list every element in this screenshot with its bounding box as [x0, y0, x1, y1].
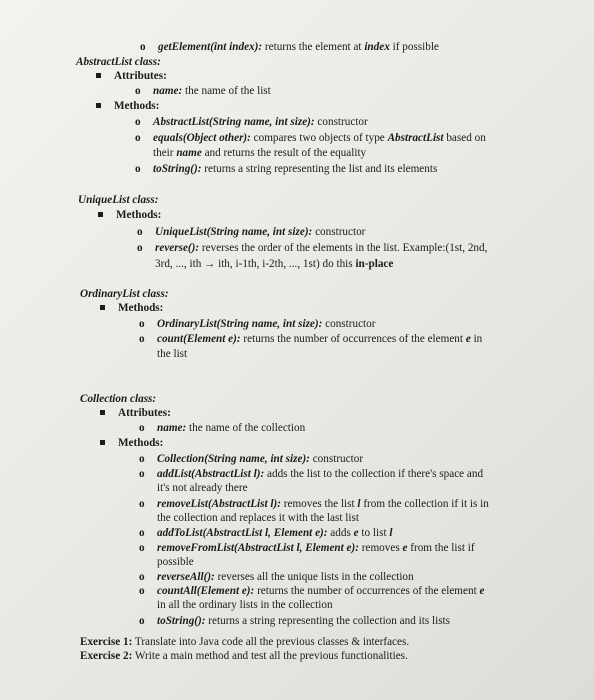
exercise-1: Exercise 1: Translate into Java code all the previous classes & interfaces. — [80, 636, 410, 648]
ordinarylist-method-count-cont: the list — [157, 348, 188, 360]
collection-attr-name: o name: the name of the collection — [139, 422, 306, 434]
collection-method-addlist: o addList(AbstractList l): adds the list to the collection if there's space and — [139, 468, 484, 480]
uniquelist-method-constructor: o UniqueList(String name, int size): constructor — [137, 226, 366, 238]
collection-method-countall-cont: in all the ordinary lists in the collection — [157, 599, 333, 611]
abstractlist-attributes: Attributes: — [96, 69, 167, 83]
uniquelist-title: UniqueList class: — [78, 194, 159, 206]
ordinarylist-method-constructor: o OrdinaryList(String name, int size): constructor — [139, 318, 376, 330]
intro-line: o getElement(int index): returns the element at index if possible — [140, 41, 439, 53]
collection-methods: Methods: — [100, 436, 163, 450]
collection-method-tostring: o toString(): returns a string representing the collection and its lists — [139, 615, 451, 627]
square-bullet-icon — [96, 103, 101, 108]
ordinarylist-title: OrdinaryList class: — [80, 288, 169, 300]
uniquelist-methods: Methods: — [98, 208, 161, 222]
collection-method-countall: o countAll(Element e): returns the number of occurrences of the element e — [139, 585, 485, 597]
abstractlist-method-tostring: o toString(): returns a string representing the list and its elements — [135, 163, 438, 175]
collection-title: Collection class: — [80, 393, 157, 405]
collection-method-constructor: o Collection(String name, int size): constructor — [139, 453, 364, 465]
bullet: o — [140, 41, 146, 53]
collection-method-addtolist: o addToList(AbstractList l, Element e): adds e to list l — [139, 527, 393, 539]
collection-method-addlist-cont: it's not already there — [157, 482, 248, 494]
uniquelist-method-reverse: o reverse(): reverses the order of the elements in the list. Example:(1st, 2nd, — [137, 242, 488, 254]
square-bullet-icon — [100, 440, 105, 445]
collection-method-removefromlist: o removeFromList(AbstractList l, Element e): removes e from the list if — [139, 542, 475, 554]
square-bullet-icon — [100, 410, 105, 415]
square-bullet-icon — [100, 305, 105, 310]
abstractlist-method-constructor: o AbstractList(String name, int size): constructor — [135, 116, 368, 128]
abstractlist-method-equals: o equals(Object other): compares two objects of type AbstractList based on — [135, 132, 486, 144]
collection-method-removelist: o removeList(AbstractList l): removes the list l from the collection if it is in — [139, 498, 489, 510]
ordinarylist-method-count: o count(Element e): returns the number of occurrences of the element e in — [139, 333, 483, 345]
uniquelist-method-reverse-cont: 3rd, ..., ith → ith, i-1th, i-2th, ..., 1st) do this in-place — [155, 258, 394, 270]
abstractlist-attr-name: o name: the name of the list — [135, 85, 271, 97]
square-bullet-icon — [96, 73, 101, 78]
collection-method-removefromlist-cont: possible — [157, 556, 194, 568]
abstractlist-method-equals-cont: their name and returns the result of the equality — [153, 147, 367, 159]
abstractlist-methods: Methods: — [96, 99, 159, 113]
abstractlist-title: AbstractList class: — [76, 56, 161, 68]
collection-attributes: Attributes: — [100, 406, 171, 420]
square-bullet-icon — [98, 212, 103, 217]
exercise-2: Exercise 2: Write a main method and test all the previous functionalities. — [80, 650, 408, 662]
collection-method-reverseall: o reverseAll(): reverses all the unique lists in the collection — [139, 571, 414, 583]
collection-method-removelist-cont: the collection and replaces it with the last list — [157, 512, 359, 524]
ordinarylist-methods: Methods: — [100, 301, 163, 315]
